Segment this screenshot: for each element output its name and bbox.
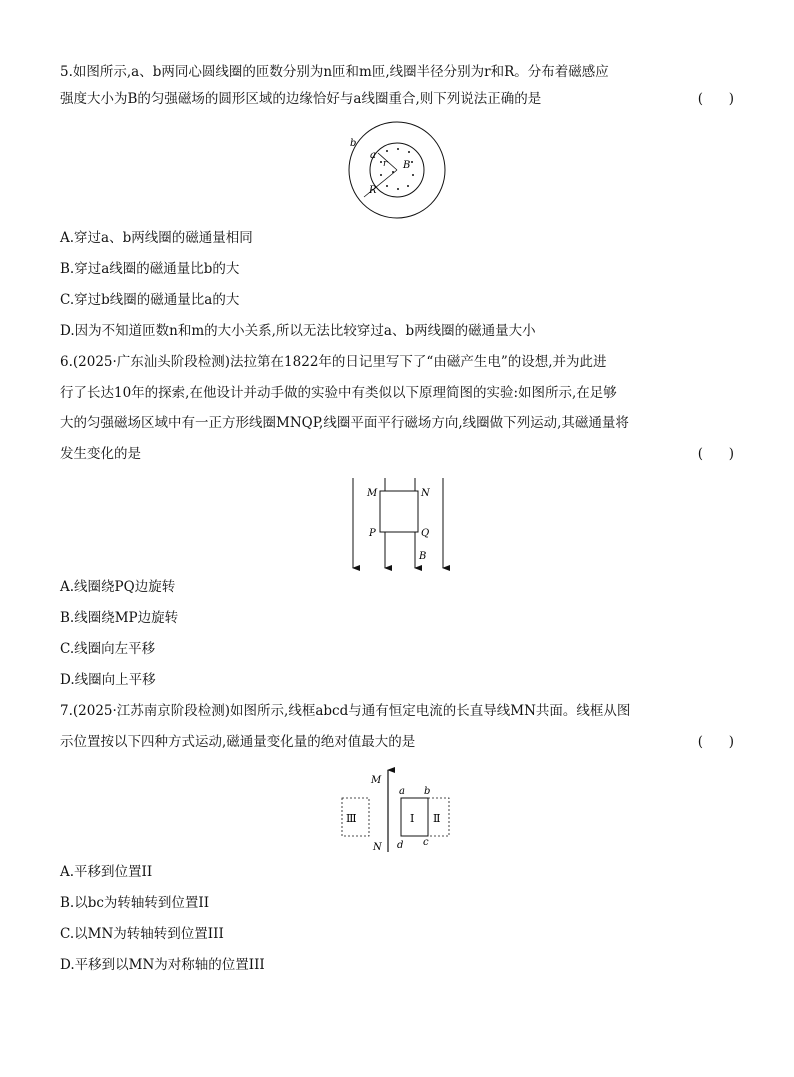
q7-option-d: D.平移到以MN为对称轴的位置III bbox=[60, 957, 265, 973]
label-M: M bbox=[367, 488, 378, 499]
q5-stem-line-2: 强度大小为B的匀强磁场的圆形区域的边缘恰好与a线圈重合,则下列说法正确的是 bbox=[60, 91, 542, 107]
q5-stem-line-1: 5.如图所示,a、b两同心圆线圈的匝数分别为n匝和m匝,线圈半径分别为r和R。分布着磁感应 bbox=[60, 64, 609, 80]
label-c: c bbox=[423, 837, 429, 848]
q5-concentric-coils-figure bbox=[340, 118, 455, 223]
label-a: a bbox=[399, 786, 405, 797]
q6-option-d: D.线圈向上平移 bbox=[60, 672, 156, 688]
q6-stem-line-1: 6.(2025·广东汕头阶段检测)法拉第在1822年的日记里写下了“由磁产生电”的设想,并为此进 bbox=[60, 354, 607, 370]
q7-option-b: B.以bc为转轴转到位置II bbox=[60, 895, 210, 911]
q6-option-a: A.线圈绕PQ边旋转 bbox=[60, 579, 176, 595]
label-position-III: Ⅲ bbox=[346, 812, 357, 825]
q7-option-c: C.以MN为转轴转到位置III bbox=[60, 926, 224, 942]
square-coil-MNQP bbox=[380, 491, 418, 532]
q6-answer-blank: ( ) bbox=[697, 446, 734, 462]
q7-answer-blank: ( ) bbox=[697, 734, 734, 750]
label-r: r bbox=[383, 159, 388, 169]
label-P: P bbox=[369, 528, 376, 539]
label-Q: Q bbox=[421, 528, 430, 539]
label-N: N bbox=[373, 842, 382, 853]
label-B: B bbox=[419, 551, 427, 562]
label-a: a bbox=[370, 150, 376, 161]
q7-stem-line-2: 示位置按以下四种方式运动,磁通量变化量的绝对值最大的是 bbox=[60, 734, 416, 750]
label-b: b bbox=[424, 786, 431, 797]
q5-option-a: A.穿过a、b两线圈的磁通量相同 bbox=[60, 230, 253, 246]
frame-abcd bbox=[401, 798, 428, 836]
q6-stem-line-4: 发生变化的是 bbox=[60, 446, 141, 462]
label-b: b bbox=[350, 138, 357, 149]
label-position-I: Ⅰ bbox=[410, 812, 415, 825]
q7-stem-line-1: 7.(2025·江苏南京阶段检测)如图所示,线框abcd与通有恒定电流的长直导线MN共面。线框从图 bbox=[60, 703, 631, 719]
label-B: B bbox=[403, 160, 411, 171]
label-position-II: Ⅱ bbox=[433, 812, 441, 825]
q5-option-d: D.因为不知道匝数n和m的大小关系,所以无法比较穿过a、b两线圈的磁通量大小 bbox=[60, 323, 536, 339]
q5-option-c: C.穿过b线圈的磁通量比a的大 bbox=[60, 292, 240, 308]
label-d: d bbox=[397, 840, 404, 851]
q6-option-b: B.线圈绕MP边旋转 bbox=[60, 610, 179, 626]
q5-option-b: B.穿过a线圈的磁通量比b的大 bbox=[60, 261, 240, 277]
q6-stem-line-2: 行了长达10年的探索,在他设计并动手做的实验中有类似以下原理简图的实验:如图所示,在足够 bbox=[60, 385, 617, 401]
label-R: R bbox=[369, 185, 377, 196]
q7-option-a: A.平移到位置II bbox=[60, 864, 153, 880]
q5-answer-blank: ( ) bbox=[697, 91, 734, 107]
q6-square-coil-figure bbox=[345, 476, 455, 572]
q6-option-c: C.线圈向左平移 bbox=[60, 641, 156, 657]
label-M: M bbox=[371, 775, 382, 786]
q6-stem-line-3: 大的匀强磁场区域中有一正方形线圈MNQP,线圈平面平行磁场方向,线圈做下列运动,其磁通量将 bbox=[60, 415, 629, 431]
q7-wire-and-frame-figure bbox=[335, 766, 460, 856]
label-N: N bbox=[421, 488, 430, 499]
